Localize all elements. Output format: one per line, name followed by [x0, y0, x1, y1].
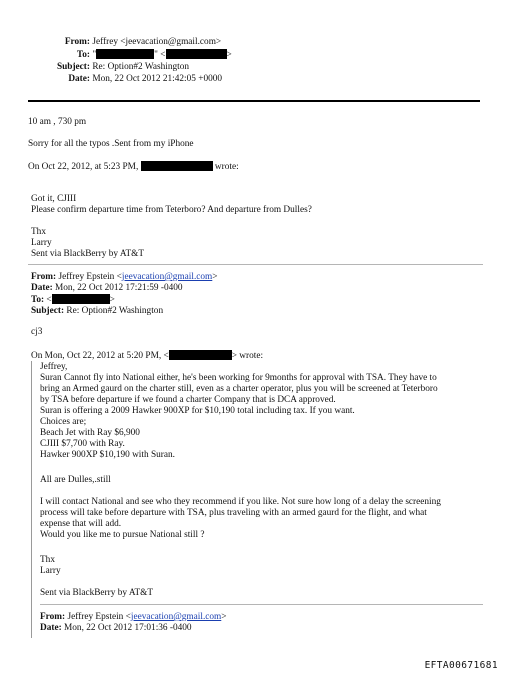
header-to-end: > [226, 50, 232, 60]
fwd1-to-close: > [109, 295, 115, 305]
msg2-line: Larry [31, 238, 52, 248]
msg3-sig-line: Thx [40, 555, 55, 565]
msg3-line: CJIII $7,700 with Ray. [40, 439, 125, 449]
quote-divider [28, 264, 483, 265]
msg3-dulles: All are Dulles,.still [40, 475, 111, 485]
msg3-para-line: Would you like me to pursue National still ? [40, 530, 205, 540]
msg3-line: Jeffrey, [40, 362, 68, 372]
fwd1-from-row [31, 272, 218, 283]
fwd2-date-label: Date: [40, 623, 62, 633]
header-subject-label: Subject: [56, 62, 90, 72]
msg2-line: Sent via BlackBerry by AT&T [31, 249, 145, 259]
header-to-quote: " [92, 50, 97, 60]
fwd2-from-close: > [221, 612, 227, 622]
msg3-sent: Sent via BlackBerry by AT&T [40, 588, 154, 598]
header-to-label: To: [76, 50, 90, 60]
header-to-row [37, 49, 232, 61]
fwd1-to-open: < [46, 295, 52, 305]
fwd1-from-label: From: [31, 272, 57, 282]
msg3-para-line: expense that will add. [40, 519, 122, 529]
quote-intro-2 [31, 350, 263, 362]
msg3-line: Hawker 900XP $10,190 with Suran. [40, 450, 175, 460]
fwd2-from-label: From: [40, 612, 66, 622]
header-date-value: Mon, 22 Oct 2012 21:42:05 +0000 [92, 74, 223, 84]
body-line-times: 10 am , 730 pm [28, 117, 87, 127]
fwd1-to-row [31, 294, 218, 306]
fwd1-to-label: To: [31, 295, 45, 305]
header-date-row [37, 74, 222, 85]
header-date-label: Date: [68, 74, 90, 84]
quote-intro-2-wrote: > wrote: [231, 351, 264, 361]
quote-intro-1-wrote: wrote: [212, 162, 239, 172]
header-from-row [37, 37, 221, 48]
fwd1-date-row [31, 283, 218, 294]
msg3-para-line: I will contact National and see who they recommend if you like. Not sure how long of a delay the screening [40, 497, 441, 507]
reply-cj3: cj3 [31, 327, 43, 337]
msg3-signature [40, 555, 61, 577]
msg3-paragraph [40, 497, 441, 541]
quote-intro-1-text: On Oct 22, 2012, at 5:23 PM, [28, 162, 141, 172]
msg2-line: Got it, CJIII [31, 194, 77, 204]
msg2-line: Thx [31, 227, 46, 237]
fwd1-date-label: Date: [31, 283, 53, 293]
msg3-para-line: process will take before departure with TSA, plus traveling with an armed gaurd for the flight, and what [40, 508, 427, 518]
forward-header-1 [31, 272, 218, 317]
msg3-line: bring an Armed gaurd on the charter still, even as a charter operator, plus you will be screened at Teterboro [40, 384, 438, 394]
header-divider [28, 100, 480, 102]
msg3-sig-line: Larry [40, 566, 61, 576]
fwd1-from-name: Jeffrey Epstein < [58, 272, 122, 282]
msg3-line: Suran Cannot fly into National either, he's been working for 9months for approval with TSA. They have to [40, 373, 437, 383]
quoted-message-3 [40, 362, 438, 461]
fwd1-subject-row [31, 306, 218, 317]
fwd1-email-link[interactable]: jeevacation@gmail.com [121, 272, 213, 282]
forward-header-2 [40, 612, 227, 634]
msg3-line: by TSA before departure if we found a charter Company that is DCA approved. [40, 395, 336, 405]
header-subject-row [37, 62, 189, 73]
msg2-line [31, 216, 312, 227]
quote-intro-2-text: On Mon, Oct 22, 2012 at 5:20 PM, < [31, 351, 169, 361]
header-to-mid: " < [154, 50, 166, 60]
redaction-box [141, 161, 213, 171]
msg3-line: Beach Jet with Ray $6,900 [40, 428, 140, 438]
fwd2-date-value: Mon, 22 Oct 2012 17:01:36 -0400 [64, 623, 192, 633]
redaction-box [169, 350, 232, 360]
quote-divider [40, 604, 483, 605]
fwd2-from-row [40, 612, 227, 623]
fwd2-email-link[interactable]: jeevacation@gmail.com [130, 612, 222, 622]
quote-intro-1 [28, 161, 239, 173]
fwd2-from-name: Jeffrey Epstein < [67, 612, 131, 622]
header-from-label: From: [64, 37, 90, 47]
msg2-line: Please confirm departure time from Teterboro? And departure from Dulles? [31, 205, 312, 215]
fwd1-from-close: > [212, 272, 218, 282]
redaction-box [166, 49, 227, 59]
redaction-box [52, 294, 110, 304]
quote-bar [31, 361, 32, 638]
quoted-message-2 [31, 194, 312, 260]
header-subject-value: Re: Option#2 Washington [92, 62, 190, 72]
body-line-typos: Sorry for all the typos .Sent from my iPhone [28, 139, 194, 149]
redaction-box [96, 49, 154, 59]
fwd1-date-value: Mon, 22 Oct 2012 17:21:59 -0400 [55, 283, 183, 293]
msg3-line: Choices are; [40, 417, 87, 427]
header-from-value: Jeffrey <jeevacation@gmail.com> [92, 37, 222, 47]
msg3-line: Suran is offering a 2009 Hawker 900XP for $10,190 total including tax. If you want. [40, 406, 355, 416]
fwd1-subject-label: Subject: [31, 306, 65, 316]
fwd2-date-row [40, 623, 227, 634]
fwd1-subject-value: Re: Option#2 Washington [66, 306, 164, 316]
bates-number: EFTA00671681 [424, 660, 498, 671]
